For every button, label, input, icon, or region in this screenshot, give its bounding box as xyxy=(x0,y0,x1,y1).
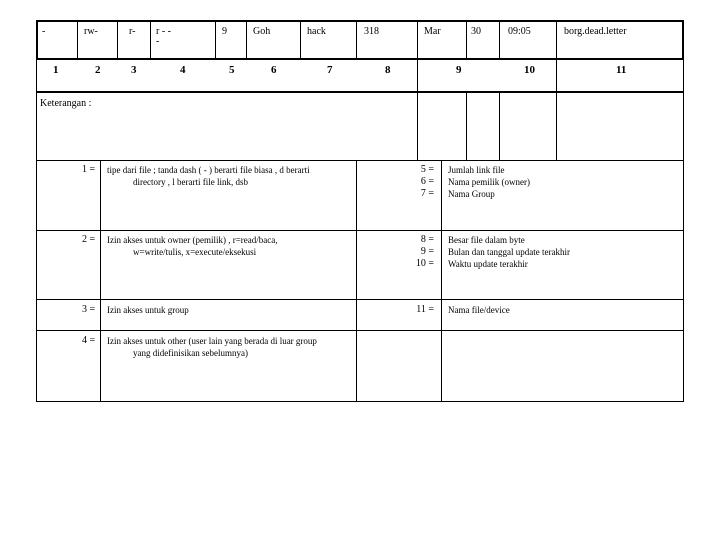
legend-desc: tipe dari file ; tanda dash ( - ) berarti file biasa , d berarti xyxy=(107,165,310,175)
legend-desc: Bulan dan tanggal update terakhir xyxy=(448,247,570,257)
legend-row-line xyxy=(36,330,684,331)
index-cell: 3 xyxy=(131,64,137,76)
legend-num: 5 = xyxy=(420,164,434,175)
legend-desc: Nama pemilik (owner) xyxy=(448,177,530,187)
header-divider xyxy=(466,20,467,60)
header-cell: - xyxy=(42,26,46,37)
header-divider xyxy=(77,20,78,60)
legend-desc: Nama Group xyxy=(448,189,495,199)
legend-num: 7 = xyxy=(420,188,434,199)
header-cell: Mar xyxy=(424,26,441,37)
header-cell: r - - xyxy=(156,26,171,37)
legend-row-line xyxy=(36,160,684,161)
header-divider xyxy=(556,20,557,60)
header-divider xyxy=(117,20,118,60)
index-cell: 9 xyxy=(456,64,462,76)
legend-num: 11 = xyxy=(416,304,434,315)
header-divider xyxy=(150,20,151,60)
legend-column-line xyxy=(441,160,442,402)
header-cell: Goh xyxy=(253,26,271,37)
header-cell: borg.dead.letter xyxy=(564,26,627,37)
index-cell: 11 xyxy=(616,64,627,76)
legend-desc: Jumlah link file xyxy=(448,165,505,175)
legend-desc: Izin akses untuk group xyxy=(107,305,189,315)
legend-num: 8 = xyxy=(420,234,434,245)
legend-desc: Izin akses untuk other (user lain yang berada di luar group xyxy=(107,336,317,346)
index-cell: 8 xyxy=(385,64,391,76)
header-divider xyxy=(356,20,357,60)
legend-desc: Izin akses untuk owner (pemilik) , r=read/baca, xyxy=(107,235,278,245)
header-cell: - xyxy=(156,36,160,47)
legend-desc: yang didefinisikan sebelumnya) xyxy=(133,348,248,358)
header-divider xyxy=(417,20,418,60)
header-divider xyxy=(499,20,500,60)
legend-column-line xyxy=(100,160,101,402)
legend-column-line xyxy=(356,160,357,402)
legend-desc: w=write/tulis, x=execute/eksekusi xyxy=(133,247,257,257)
header-cell: rw- xyxy=(84,26,98,37)
legend-desc: Nama file/device xyxy=(448,305,510,315)
header-cell: 9 xyxy=(222,26,227,37)
legend-num: 10 = xyxy=(415,258,434,269)
legend-num: 6 = xyxy=(420,176,434,187)
index-cell: 10 xyxy=(524,64,535,76)
keterangan-label: Keterangan : xyxy=(40,98,92,109)
header-cell: r- xyxy=(129,26,136,37)
header-cell: hack xyxy=(307,26,326,37)
index-cell: 5 xyxy=(229,64,235,76)
index-cell: 4 xyxy=(180,64,186,76)
legend-desc: Waktu update terakhir xyxy=(448,259,528,269)
legend-desc: Besar file dalam byte xyxy=(448,235,525,245)
index-cell: 6 xyxy=(271,64,277,76)
legend-num: 4 = xyxy=(82,335,96,346)
header-divider xyxy=(215,20,216,60)
legend-row-line xyxy=(36,299,684,300)
header-divider xyxy=(246,20,247,60)
header-cell: 09:05 xyxy=(508,26,531,37)
legend-desc: directory , l berarti file link, dsb xyxy=(133,177,248,187)
legend-num: 2 = xyxy=(82,234,96,245)
index-cell: 2 xyxy=(95,64,101,76)
index-cell: 7 xyxy=(327,64,333,76)
index-cell: 1 xyxy=(53,64,59,76)
legend-num: 9 = xyxy=(420,246,434,257)
header-cell: 30 xyxy=(471,26,481,37)
header-divider xyxy=(300,20,301,60)
header-cell: 318 xyxy=(364,26,379,37)
legend-num: 3 = xyxy=(82,304,96,315)
legend-row-line xyxy=(36,230,684,231)
legend-num: 1 = xyxy=(82,164,96,175)
